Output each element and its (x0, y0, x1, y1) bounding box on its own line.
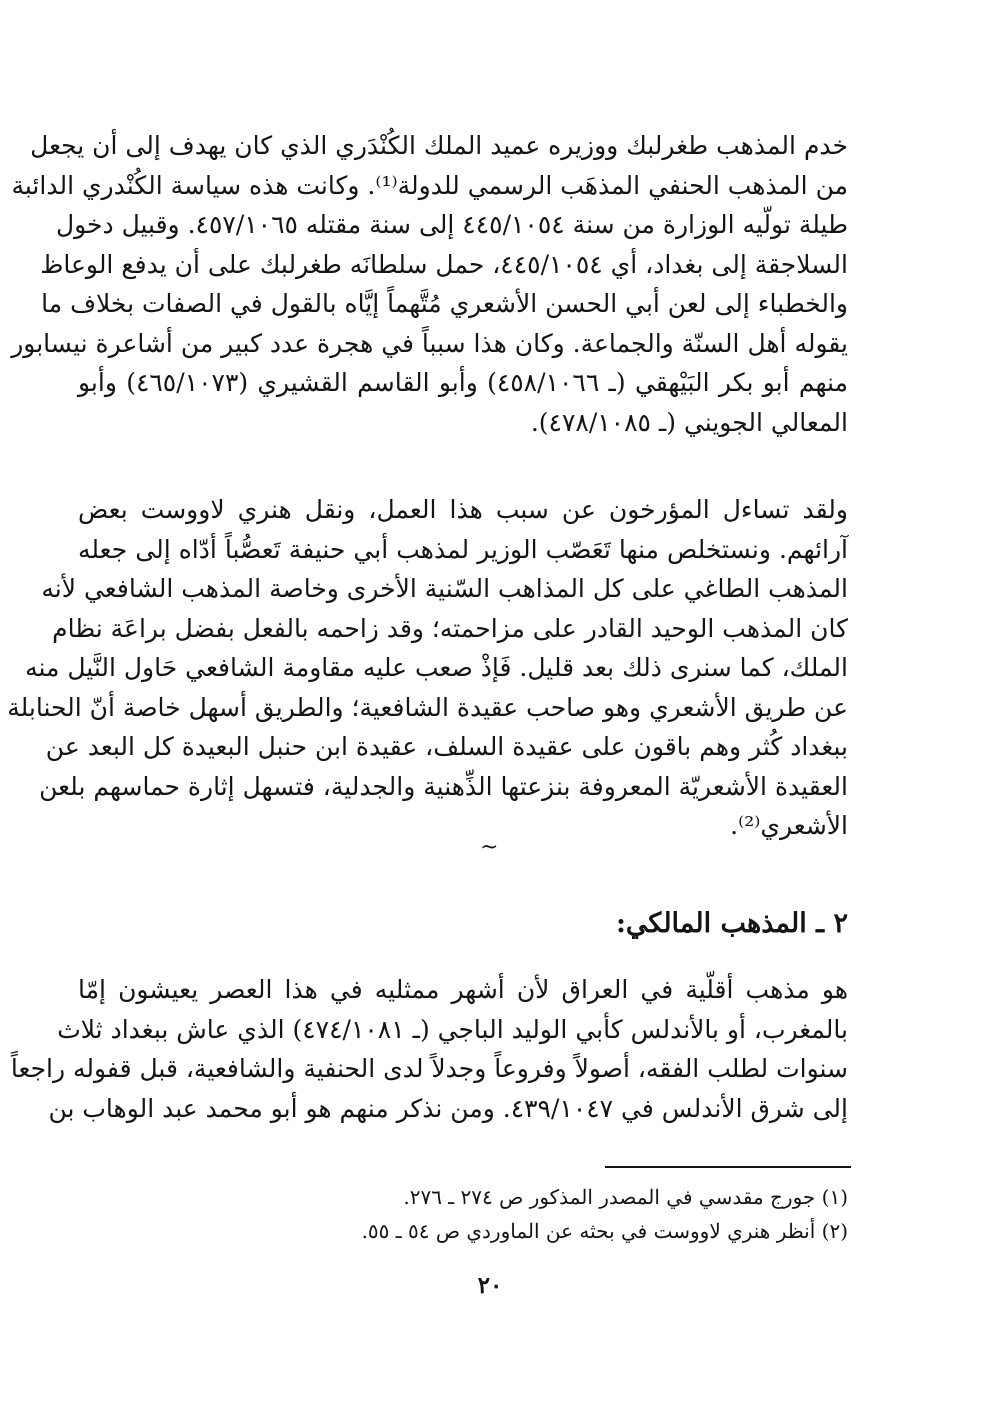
paragraph-maliki (10, 970, 848, 1128)
page-number: ٢٠ (477, 1272, 503, 1299)
text-line: الأشعري⁽²⁾. (730, 811, 848, 840)
text-line: كان المذهب الوحيد القادر على مزاحمته؛ وقد زاحمه بالفعل بفضل براعَة نظام (52, 613, 848, 643)
footnote-1: (١) جورج مقدسي في المصدر المذكور ص ٢٧٤ ـ ٢٧٦. (403, 1185, 848, 1209)
text-line: السلاجقة إلى بغداد، أي ٤٤٥/١٠٥٤، حمل سلطانَه طغرلبك على أن يدفع الوعاظ (40, 249, 848, 279)
text-line: والخطباء إلى لعن أبي الحسن الأشعري مُتَّهماً إيَّاه بالقول في الصفات بخلاف ما (41, 289, 848, 318)
text-line: المعالي الجويني (ـ ٤٧٨/١٠٨٥). (530, 407, 848, 437)
text-line: الملك، كما سنرى ذلك بعد قليل. فَإذْ صعب عليه مقاومة الشافعي حَاول النَّيل منه (25, 653, 848, 682)
text-line: من المذهب الحنفي المذهَب الرسمي للدولة⁽¹⁾. وكانت هذه سياسة الكُنْدري الدائبة (11, 170, 848, 200)
text-line: طيلة تولّيه الوزارة من سنة ٤٤٥/١٠٥٤ إلى سنة مقتله ٤٥٧/١٠٦٥. وقبيل دخول (55, 210, 848, 239)
text-line: يقوله أهل السنّة والجماعة. وكان هذا سبباً في هجرة عدد كبير من أشاعرة نيسابور (11, 328, 848, 358)
text-line: ولقد تساءل المؤرخون عن سبب هذا العمل، ونقل هنري لاووست بعض (78, 495, 848, 524)
text-line: العقيدة الأشعريّة المعروفة بنزعتها الذِّهنية والجدلية، فتسهل إثارة حماسهم بلعن (39, 771, 848, 801)
text-line: آرائهم. ونستخلص منها تَعَصّب الوزير لمذهب أبي حنيفة تَعصُّباً أدّاه إلى جعله (78, 534, 848, 564)
squiggle-mark: ~ (480, 835, 499, 860)
text-line: ببغداد كُثر وهم باقون على عقيدة السلف، عقيدة ابن حنبل البعيدة كل البعد عن (45, 732, 848, 761)
text-line: هو مذهب أقلّية في العراق لأن أشهر ممثليه في هذا العصر يعيشون إمّا (78, 975, 848, 1004)
paragraph-historians (7, 490, 848, 846)
footnote-2: (٢) أنظر هنري لاووست في بحثه عن الماوردي ص ٥٤ ـ ٥٥. (361, 1219, 848, 1243)
text-line: إلى شرق الأندلس في ٤٣٩/١٠٤٧. ومن نذكر منهم هو أبو محمد عبد الوهاب بن (48, 1093, 848, 1123)
text-line: بالمغرب، أو بالأندلس كأبي الوليد الباجي (ـ ٤٧٤/١٠٨١) الذي عاش ببغداد ثلاث (57, 1014, 848, 1044)
paragraph-toghrilbeg (11, 126, 848, 442)
text-line: سنوات لطلب الفقه، أصولاً وفروعاً وجدلاً لدى الحنفية والشافعية، قبل قفوله راجعاً (10, 1054, 848, 1083)
footnote-divider (605, 1166, 851, 1168)
text-line: منهم أبو بكر البَيْهقي (ـ ٤٥٨/١٠٦٦) وأبو القاسم القشيري (٤٦٥/١٠٧٣) وأبو (78, 368, 848, 397)
text-line: المذهب الطاغي على كل المذاهب السّنية الأخرى وخاصة المذهب الشافعي لأنه (41, 574, 848, 603)
text-line: عن طريق الأشعري وهو صاحب عقيدة الشافعية؛ والطريق أسهل خاصة أنّ الحنابلة (7, 692, 848, 722)
section-heading: ٢ ـ المذهب المالكي: (615, 908, 848, 939)
text-line: خدم المذهب طغرلبك ووزيره عميد الملك الكُنْدَري الذي كان يهدف إلى أن يجعل (30, 131, 848, 160)
